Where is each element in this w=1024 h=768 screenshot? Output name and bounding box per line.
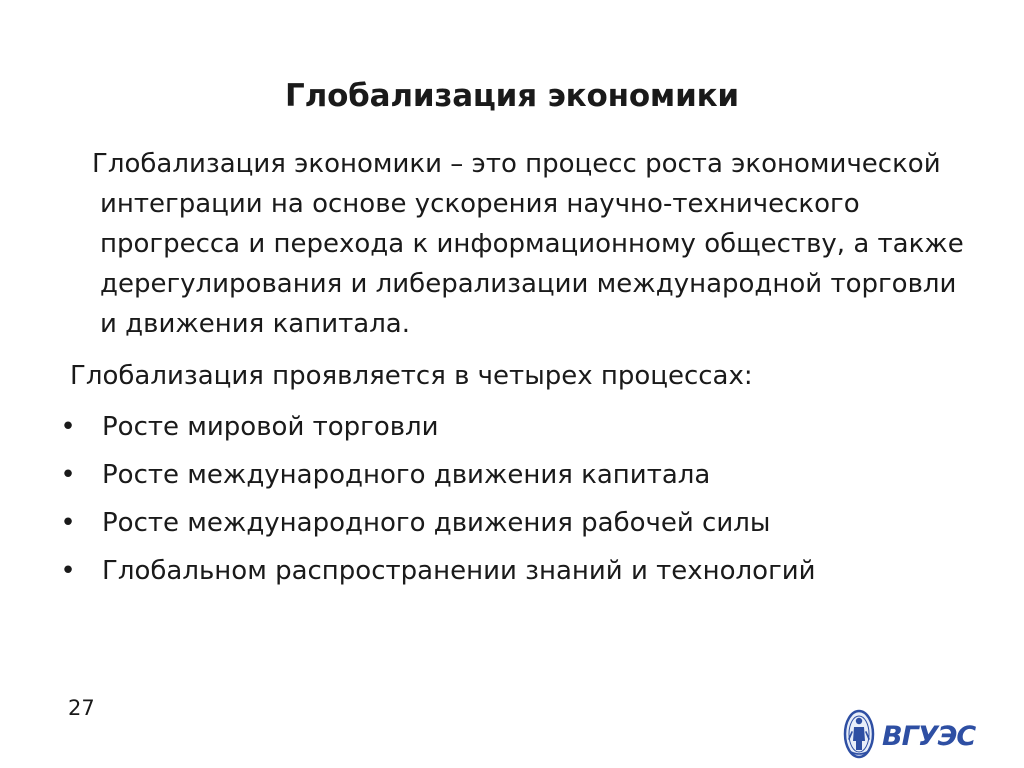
intro-line: Глобализация проявляется в четырех процессах: (70, 361, 753, 391)
definition-paragraph: Глобализация экономики – это процесс роста экономической интеграции на основе ускорения научно-технического прогресса и перехода к информационному обществу, а также дерегулирования и либерализации международной торговли и движения капитала. (92, 149, 964, 339)
university-emblem-icon (845, 711, 873, 757)
slide-title: Глобализация экономики (285, 78, 739, 114)
page-number: 27 (68, 696, 95, 720)
logo-text: ВГУЭС (882, 721, 976, 752)
bullet-text: Росте мировой торговли (102, 412, 439, 442)
bullet-icon: • (60, 508, 76, 538)
bullet-icon: • (60, 412, 76, 442)
bullet-text: Глобальном распространении знаний и технологий (102, 556, 816, 586)
university-logo (842, 708, 982, 760)
bullet-text: Росте международного движения капитала (102, 460, 711, 490)
bullet-icon: • (60, 460, 76, 490)
bullet-icon: • (60, 556, 76, 586)
bullet-text: Росте международного движения рабочей силы (102, 508, 771, 538)
